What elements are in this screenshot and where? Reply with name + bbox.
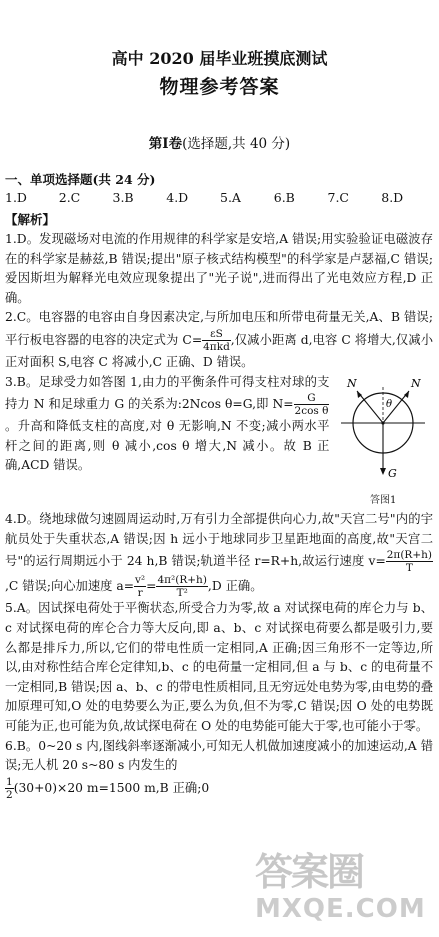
q2-text-a: 2.C。电容器的电容由自身因素决定,与所加电压和所带电荷量无关,A、B 错误;平行板电容器的电容的决定式为 C= — [5, 310, 433, 347]
force-diagram-svg — [333, 373, 431, 493]
q4-frac2-den: r — [137, 587, 143, 600]
arrowhead-down — [380, 468, 386, 475]
exam-title: 高中 2020 届毕业班摸底测试 — [111, 49, 328, 68]
q2-text-b: ,仅减小距离 d,电容 C 将增大,仅减小正对面积 S,电容 C 将减小,C 正确、D 错误。 — [5, 332, 434, 369]
q3-fraction — [294, 392, 330, 417]
item-q5: 5.A。因试探电荷处于平衡状态,所受合力为零,故 a 对试探电荷的库仑力与 b、c 对试探电荷的库仑合力等大反向,即 a、b、c 对试探电荷要么都是吸引力,要么都是排斥力,所以,它们的带电性质一定相同,A 正确;因三角形不一定等边,所以,由对称性结合库仑定律知,b、c 的电荷量一定相同,但 a 与 b、c 的电荷量不一定相同,B 错误;因 a、b、c 的带电性质相同,且无穷远处电势为零,由电势的叠加原理可知,O 处的电势要么为正,要么为负,但不为零,C 错误;因 O 处的电势既可能为正,也可能为负,故试探电荷在 O 处的电势能可能大于零,也可能小于零。 — [5, 601, 433, 733]
part-heading — [0, 132, 439, 152]
item-q6 — [5, 737, 433, 801]
q2-frac-num: εS — [202, 328, 231, 341]
answer-title: 物理参考答案 — [159, 76, 280, 98]
q4-frac3-den: T² — [176, 587, 188, 600]
q4-text-c: = — [146, 579, 157, 594]
label-theta: θ — [386, 398, 393, 410]
analysis-body — [5, 230, 433, 801]
q6-text-a: 6.B。0~20 s 内,图线斜率逐渐减小,可知无人机做加速度减小的加速运动,A 错误;无人机 20 s~80 s 内发生的 — [5, 738, 433, 773]
q3-text-b: 。升高和降低支柱的高度,对 θ 无影响,N 不变;减小两水平杆之间的距离,则 θ 减小,cos θ 增大,N 减小。故 B 正确,ACD 错误。 — [5, 419, 330, 473]
q4-fraction-1 — [386, 549, 433, 574]
q4-fraction-3 — [156, 574, 207, 599]
section-heading: 一、单项选择题(共 24 分) — [5, 172, 156, 187]
answer-8: 8.D — [381, 190, 404, 205]
label-g: G — [388, 466, 398, 480]
answer-key-row — [5, 190, 435, 205]
q4-text-d: ,D 正确。 — [207, 579, 263, 594]
answer-2: 2.C — [58, 190, 81, 205]
force-diagram — [333, 373, 433, 511]
analysis-label: 【解析】 — [5, 212, 56, 227]
q4-frac3-num: 4π²(R+h) — [157, 574, 207, 587]
label-n-left: N — [347, 376, 358, 390]
item-q3 — [5, 373, 329, 511]
item-q2 — [5, 308, 433, 372]
q6-fraction — [5, 776, 14, 801]
part-note: (选择题,共 40 分) — [182, 136, 291, 152]
watermark — [255, 850, 433, 934]
answer-5: 5.A — [220, 190, 241, 205]
q4-frac1-num: 2π(R+h) — [386, 549, 432, 562]
answer-4: 4.D — [166, 190, 189, 205]
q3-frac-den: 2cos θ — [294, 405, 329, 418]
q6-text-b: (30+0)×20 m=1500 m,B 正确;0 — [13, 780, 210, 795]
q4-text-b: ,C 错误;向心加速度 a= — [5, 579, 134, 594]
item-q3-block — [5, 373, 433, 511]
center-dot — [382, 421, 385, 424]
q3-text-a: 3.B。足球受力如答图 1,由力的平衡条件可得支柱对球的支持力 N 和足球重力 G 的关系为:2Ncos θ=G,即 N= — [5, 374, 330, 412]
figure-caption: 答图1 — [370, 494, 397, 506]
q4-frac1-den: T — [405, 562, 413, 575]
item-q1: 1.D。发现磁场对电流的作用规律的科学家是安培,A 错误;用实验验证电磁波存在的科学家是赫兹,B 错误;提出"原子核式结构模型"的科学家是卢瑟福,C 错误;爱因斯坦为解释光电效应现象提出了"光子说",进而得出了光电效应方程,D 正确。 — [5, 232, 433, 305]
q6-frac-den: 2 — [6, 788, 13, 801]
q3-frac-num: G — [294, 392, 330, 405]
part-label: 第Ⅰ卷 — [148, 136, 183, 152]
q2-fraction — [202, 328, 231, 353]
label-n-right: N — [411, 376, 422, 390]
q6-frac-num: 1 — [6, 775, 13, 788]
q4-text-a: 4.D。绕地球做匀速圆周运动时,万有引力全部提供向心力,故"天宫二号"内的宇航员处于失重状态,A 错误;因 h 远小于地球同步卫星距地面的高度,故"天宫二号"的运行周期远小于 24 h,B 错误;轨道半径 r=R+h,故运行速度 v= — [5, 512, 433, 569]
answer-6: 6.B — [273, 190, 295, 205]
q4-fraction-2 — [134, 574, 146, 599]
answer-1: 1.D — [5, 190, 27, 205]
answer-7: 7.C — [327, 190, 349, 205]
watermark-logo-text: 答案圈 — [255, 850, 364, 894]
item-q4 — [5, 510, 433, 599]
answer-3: 3.B — [112, 190, 134, 205]
watermark-url: MXQE.COM — [255, 894, 426, 924]
q4-frac2-num: v² — [135, 574, 146, 587]
q2-frac-den: 4πkd — [203, 340, 230, 353]
